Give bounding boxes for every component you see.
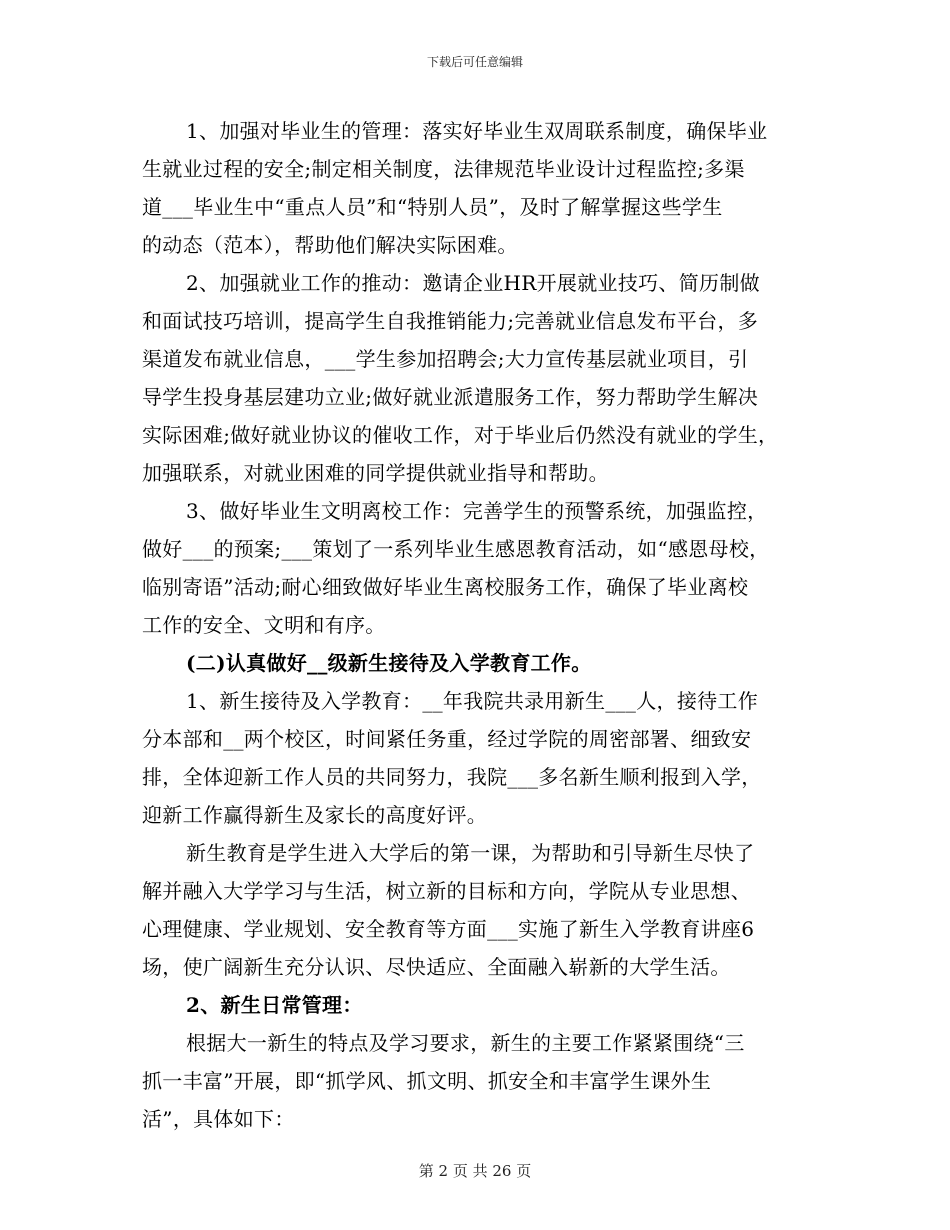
paragraph-line: 生就业过程的安全;制定相关制度，法律规范毕业设计过程监控;多渠 (142, 157, 745, 181)
paragraph-line: 的动态（范本），帮助他们解决实际困难。 (142, 233, 518, 257)
paragraph-line: 做好___的预案;___策划了一系列毕业生感恩教育活动，如“感恩母校， (142, 537, 770, 561)
paragraph-line: 和面试技巧培训，提高学生自我推销能力;完善就业信息发布平台，多 (142, 309, 759, 333)
paragraph-line: 排，全体迎新工作人员的共同努力，我院___多名新生顺利报到入学， (142, 765, 762, 789)
paragraph-line: 1、加强对毕业生的管理：落实好毕业生双周联系制度，确保毕业 (186, 119, 768, 143)
paragraph-line: 2、加强就业工作的推动：邀请企业HR开展就业技巧、简历制做 (186, 271, 760, 295)
section-heading: (二)认真做好__级新生接待及入学教育工作。 (186, 651, 592, 675)
paragraph-line: 新生教育是学生进入大学后的第一课，为帮助和引导新生尽快了 (186, 841, 755, 865)
paragraph-line: 1、新生接待及入学教育：__年我院共录用新生___人，接待工作 (186, 689, 759, 713)
paragraph-line: 工作的安全、文明和有序。 (142, 613, 386, 637)
paragraph-line: 抓一丰富”开展，即“抓学风、抓文明、抓安全和丰富学生课外生 (142, 1069, 712, 1093)
paragraph-line: 3、做好毕业生文明离校工作：完善学生的预警系统，加强监控， (186, 499, 768, 523)
paragraph-line: 实际困难;做好就业协议的催收工作，对于毕业后仍然没有就业的学生， (142, 423, 779, 447)
paragraph-line: 道___毕业生中“重点人员”和“特别人员”，及时了解掌握这些学生 (142, 195, 723, 219)
paragraph-line: 解并融入大学学习与生活，树立新的目标和方向，学院从专业思想、 (142, 879, 751, 903)
page-header: 下载后可任意编辑 (426, 55, 523, 69)
subsection-heading: 2、新生日常管理： (186, 993, 363, 1017)
paragraph-line: 活”，具体如下： (142, 1107, 295, 1131)
paragraph-line: 渠道发布就业信息，___学生参加招聘会;大力宣传基层就业项目，引 (142, 347, 749, 371)
paragraph-line: 迎新工作赢得新生及家长的高度好评。 (142, 803, 488, 827)
paragraph-line: 场，使广阔新生充分认识、尽快适应、全面融入崭新的大学生活。 (142, 955, 731, 979)
paragraph-line: 导学生投身基层建功立业;做好就业派遣服务工作，努力帮助学生解决 (142, 385, 759, 409)
paragraph-line: 根据大一新生的特点及学习要求，新生的主要工作紧紧围绕“三 (186, 1031, 745, 1055)
paragraph-line: 加强联系，对就业困难的同学提供就业指导和帮助。 (142, 461, 609, 485)
document-body (142, 112, 822, 1138)
paragraph-line: 心理健康、学业规划、安全教育等方面___实施了新生入学教育讲座6 (142, 917, 755, 941)
paragraph-line: 临别寄语”活动;耐心细致做好毕业生离校服务工作，确保了毕业离校 (142, 575, 749, 599)
page-footer: 第 2 页 共 26 页 (418, 1162, 532, 1180)
paragraph-line: 分本部和__两个校区，时间紧任务重，经过学院的周密部署、细致安 (142, 727, 752, 751)
